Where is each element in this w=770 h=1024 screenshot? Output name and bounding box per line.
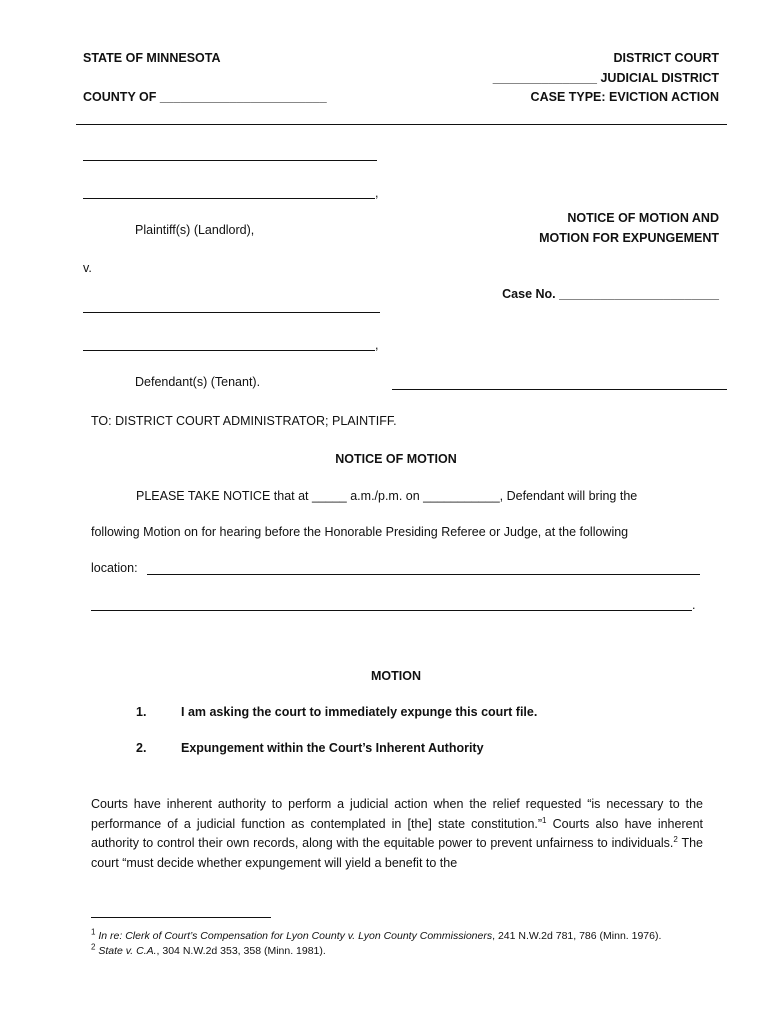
motion-body-paragraph <box>91 795 703 873</box>
notice-heading: NOTICE OF MOTION <box>335 452 457 466</box>
location-line-2 <box>91 610 692 611</box>
plaintiff-name-line-1 <box>83 160 377 161</box>
plaintiff-comma: , <box>375 186 379 200</box>
location-line-1 <box>147 574 700 575</box>
footnote-2-mark: 2 <box>91 942 96 952</box>
location-label: location: <box>91 561 138 575</box>
case-type-label: CASE TYPE: EVICTION ACTION <box>530 90 719 104</box>
county-label: COUNTY OF ________________________ <box>83 90 327 104</box>
footnote-2 <box>91 944 326 959</box>
footnote-1-citation: , 241 N.W.2d 781, 786 (Minn. 1976). <box>492 930 662 942</box>
judicial-district-label: _______________ JUDICIAL DISTRICT <box>492 71 719 85</box>
court-label: DISTRICT COURT <box>613 51 719 65</box>
body-text-part-3: The court “must decide whether expungement will yield a benefit to the <box>91 836 703 870</box>
footnote-1-mark: 1 <box>91 927 96 937</box>
motion-item-2-number: 2. <box>136 741 147 755</box>
defendant-label: Defendant(s) (Tenant). <box>135 375 261 389</box>
document-title-line-2: MOTION FOR EXPUNGEMENT <box>539 231 719 245</box>
defendant-name-line-2 <box>83 350 375 351</box>
notice-paragraph-line-2: following Motion on for hearing before the Honorable Presiding Referee or Judge, at the following <box>91 525 629 539</box>
footnote-ref-1: 1 <box>542 815 547 825</box>
footnote-1 <box>91 929 661 944</box>
caption-bottom-divider <box>392 389 727 390</box>
footnote-1-case-name: In re: Clerk of Court’s Compensation for Lyon County v. Lyon County Commissioners <box>98 930 493 942</box>
motion-heading: MOTION <box>371 669 421 683</box>
motion-item-2-text: Expungement within the Court’s Inherent Authority <box>181 741 484 755</box>
body-text-part-1: Courts have inherent authority to perform a judicial action when the relief requested “is necessary to the performance of a judicial function as contemplated in [the] state constitution.” <box>91 797 703 831</box>
defendant-name-line-1 <box>83 312 380 313</box>
footnote-2-citation: , 304 N.W.2d 353, 358 (Minn. 1981). <box>156 945 326 957</box>
defendant-comma: , <box>375 338 379 352</box>
state-label: STATE OF MINNESOTA <box>83 51 221 65</box>
notice-paragraph-line-1: PLEASE TAKE NOTICE that at _____ a.m./p.m. on ___________, Defendant will bring the <box>136 489 638 503</box>
footnote-divider <box>91 917 271 918</box>
header-divider <box>76 124 727 125</box>
footnote-ref-2: 2 <box>673 834 678 844</box>
plaintiff-label: Plaintiff(s) (Landlord), <box>135 223 255 237</box>
case-number-field: Case No. _______________________ <box>502 287 719 301</box>
motion-item-1-text: I am asking the court to immediately expunge this court file. <box>181 705 538 719</box>
motion-item-1-number: 1. <box>136 705 147 719</box>
plaintiff-name-line-2 <box>83 198 375 199</box>
footnote-2-case-name: State v. C.A. <box>98 945 157 957</box>
location-period: . <box>692 598 696 612</box>
to-line: TO: DISTRICT COURT ADMINISTRATOR; PLAINTIFF. <box>91 414 397 428</box>
document-title-line-1: NOTICE OF MOTION AND <box>567 211 719 225</box>
body-text-part-2: Courts also have inherent authority to control their own records, along with the equitable power to prevent unfairness to individuals. <box>91 816 703 850</box>
versus-label: v. <box>83 261 92 275</box>
